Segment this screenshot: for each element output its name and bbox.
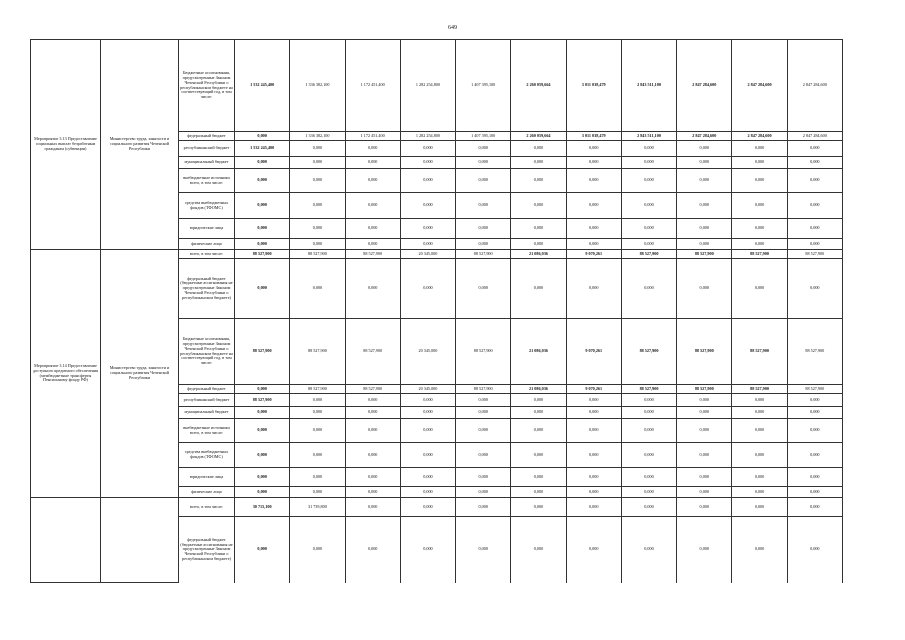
value-cell: 0,000	[235, 407, 290, 419]
value-cell: 0,000	[345, 419, 400, 443]
value-cell: 0,000	[345, 141, 400, 157]
value-cell: 0,000	[732, 169, 787, 193]
value-cell: 0,000	[400, 419, 455, 443]
table-row	[31, 498, 843, 517]
value-cell: 0,000	[400, 487, 455, 498]
funding-source-cell: Бюджетные ассигнования, предусмотренные Законом Чеченской Республики о республиканском бюджете на соответствующий год, в том числе:	[179, 319, 235, 385]
value-cell: 88 527,900	[621, 385, 676, 394]
value-cell: 21 086,036	[511, 250, 566, 259]
value-cell: 88 527,900	[621, 250, 676, 259]
table-row	[31, 250, 843, 259]
value-cell: 0,000	[511, 259, 566, 319]
value-cell: 0,000	[235, 487, 290, 498]
value-cell: 0,000	[621, 193, 676, 219]
value-cell: 88 527,900	[787, 385, 842, 394]
value-cell: 0,000	[290, 468, 345, 487]
value-cell: 0,000	[456, 141, 511, 157]
value-cell: 20 345,000	[400, 385, 455, 394]
value-cell: 0,000	[621, 141, 676, 157]
value-cell: 0,000	[732, 517, 787, 583]
funding-source-cell: внебюджетные источники всего, в том числе:	[179, 419, 235, 443]
funding-source-cell: Бюджетные ассигнования, предусмотренные Законом Чеченской Республики о республиканском бюджете на соответствующий год, в том числе:	[179, 40, 235, 132]
value-cell: 0,000	[345, 219, 400, 239]
value-cell: 0,000	[621, 498, 676, 517]
value-cell: 0,000	[456, 407, 511, 419]
value-cell: 0,000	[400, 259, 455, 319]
funding-source-cell: федеральный бюджет (бюджетные ассигнования не предусмотренные Законом Чеченской Республики о республиканском бюджете)	[179, 517, 235, 583]
value-cell: 0,000	[511, 487, 566, 498]
responsible-cell: Министерство труда, занятости и социального развития Чеченской Республики	[101, 250, 179, 498]
value-cell: 0,000	[677, 141, 732, 157]
value-cell: 0,000	[787, 219, 842, 239]
value-cell: 0,000	[787, 517, 842, 583]
value-cell: 0,000	[235, 385, 290, 394]
value-cell: 0,000	[732, 443, 787, 468]
value-cell: 0,000	[456, 219, 511, 239]
value-cell: 0,000	[400, 468, 455, 487]
value-cell: 1 407 395,100	[456, 40, 511, 132]
funding-source-cell: средства внебюджетных фондов (ТФОМС)	[179, 193, 235, 219]
value-cell: 31 739,800	[290, 498, 345, 517]
value-cell: 0,000	[621, 468, 676, 487]
event-name-cell: Мероприятие 3.14 Предоставление доступного кредитного обеспечения (межбюджетные трансферты Пенсионному фонду РФ)	[31, 250, 101, 498]
value-cell: 0,000	[345, 487, 400, 498]
value-cell: 0,000	[400, 407, 455, 419]
value-cell: 1 532 245,400	[235, 40, 290, 132]
value-cell: 2 847 284,600	[732, 40, 787, 132]
value-cell: 0,000	[621, 259, 676, 319]
value-cell: 0,000	[787, 141, 842, 157]
value-cell: 0,000	[621, 419, 676, 443]
value-cell: 0,000	[566, 141, 621, 157]
value-cell: 21 086,036	[511, 319, 566, 385]
value-cell: 88 527,900	[732, 250, 787, 259]
value-cell: 88 527,900	[235, 394, 290, 407]
value-cell: 0,000	[732, 219, 787, 239]
value-cell: 0,000	[566, 193, 621, 219]
value-cell: 2 260 059,664	[511, 40, 566, 132]
value-cell: 88 527,900	[235, 319, 290, 385]
value-cell: 0,000	[235, 419, 290, 443]
responsible-cell	[101, 498, 179, 583]
value-cell: 1 282 254,800	[400, 132, 455, 141]
value-cell: 2 260 059,664	[511, 132, 566, 141]
value-cell: 0,000	[732, 239, 787, 250]
value-cell: 88 527,900	[787, 319, 842, 385]
value-cell: 0,000	[787, 394, 842, 407]
value-cell: 88 527,900	[345, 319, 400, 385]
value-cell: 0,000	[400, 517, 455, 583]
value-cell: 88 527,900	[290, 319, 345, 385]
value-cell: 0,000	[400, 157, 455, 169]
value-cell: 2 847 284,600	[732, 132, 787, 141]
value-cell: 0,000	[345, 259, 400, 319]
event-name-cell	[31, 498, 101, 583]
value-cell: 0,000	[511, 468, 566, 487]
value-cell: 0,000	[511, 498, 566, 517]
value-cell: 0,000	[235, 443, 290, 468]
value-cell: 2 847 284,600	[677, 40, 732, 132]
value-cell: 0,000	[400, 169, 455, 193]
funding-source-cell: федеральный бюджет	[179, 385, 235, 394]
value-cell: 9 070,261	[566, 319, 621, 385]
value-cell: 0,000	[235, 157, 290, 169]
value-cell: 1 407 395,100	[456, 132, 511, 141]
value-cell: 88 527,900	[235, 250, 290, 259]
value-cell: 0,000	[400, 239, 455, 250]
value-cell: 88 527,900	[456, 250, 511, 259]
funding-source-cell: республиканский бюджет	[179, 141, 235, 157]
page-number: 649	[448, 25, 457, 31]
value-cell: 2 847 284,600	[787, 40, 842, 132]
value-cell: 20 345,000	[400, 250, 455, 259]
value-cell: 0,000	[787, 259, 842, 319]
value-cell: 88 527,900	[456, 385, 511, 394]
value-cell: 0,000	[400, 498, 455, 517]
value-cell: 0,000	[235, 193, 290, 219]
value-cell: 0,000	[677, 517, 732, 583]
value-cell: 88 527,900	[290, 385, 345, 394]
value-cell: 1 532 245,400	[235, 141, 290, 157]
value-cell: 0,000	[290, 141, 345, 157]
funding-source-cell: юридические лица	[179, 219, 235, 239]
value-cell: 0,000	[290, 517, 345, 583]
value-cell: 0,000	[566, 468, 621, 487]
value-cell: 88 527,900	[677, 250, 732, 259]
value-cell: 0,000	[235, 517, 290, 583]
responsible-cell: Министерство труда, занятости и социального развития Чеченской Республики	[101, 40, 179, 250]
value-cell: 88 527,900	[677, 385, 732, 394]
value-cell: 88 527,900	[456, 319, 511, 385]
value-cell: 0,000	[345, 407, 400, 419]
value-cell: 0,000	[677, 157, 732, 169]
value-cell: 0,000	[456, 169, 511, 193]
value-cell: 0,000	[345, 468, 400, 487]
value-cell: 0,000	[456, 468, 511, 487]
funding-source-cell: средства внебюджетных фондов (ТФОМС)	[179, 443, 235, 468]
value-cell: 0,000	[566, 219, 621, 239]
value-cell: 0,000	[677, 219, 732, 239]
value-cell: 0,000	[732, 498, 787, 517]
value-cell: 0,000	[235, 219, 290, 239]
value-cell: 0,000	[290, 219, 345, 239]
value-cell: 0,000	[677, 498, 732, 517]
value-cell: 88 527,900	[732, 319, 787, 385]
value-cell: 0,000	[400, 193, 455, 219]
value-cell: 0,000	[566, 419, 621, 443]
value-cell: 1 282 254,800	[400, 40, 455, 132]
value-cell: 0,000	[290, 407, 345, 419]
value-cell: 0,000	[456, 443, 511, 468]
funding-source-cell: юридические лица	[179, 468, 235, 487]
value-cell: 0,000	[732, 419, 787, 443]
value-cell: 0,000	[732, 141, 787, 157]
value-cell: 88 527,900	[732, 385, 787, 394]
value-cell: 0,000	[621, 157, 676, 169]
value-cell: 9 070,261	[566, 250, 621, 259]
value-cell: 0,000	[787, 407, 842, 419]
value-cell: 0,000	[621, 169, 676, 193]
value-cell: 0,000	[511, 407, 566, 419]
value-cell: 0,000	[566, 157, 621, 169]
value-cell: 1 336 382,100	[290, 132, 345, 141]
value-cell: 0,000	[345, 498, 400, 517]
value-cell: 0,000	[566, 407, 621, 419]
value-cell: 0,000	[621, 517, 676, 583]
value-cell: 88 527,900	[345, 250, 400, 259]
value-cell: 0,000	[621, 219, 676, 239]
event-name-cell: Мероприятие 3.13 Предоставление социальных выплат безработным гражданам (субвенции)	[31, 40, 101, 250]
value-cell: 0,000	[787, 157, 842, 169]
value-cell: 0,000	[345, 239, 400, 250]
value-cell: 21 086,036	[511, 385, 566, 394]
funding-source-cell: муниципальный бюджет	[179, 407, 235, 419]
value-cell: 0,000	[511, 193, 566, 219]
value-cell: 0,000	[511, 443, 566, 468]
value-cell: 0,000	[345, 443, 400, 468]
value-cell: 0,000	[511, 517, 566, 583]
value-cell: 0,000	[677, 259, 732, 319]
value-cell: 0,000	[787, 443, 842, 468]
value-cell: 88 527,900	[621, 319, 676, 385]
value-cell: 0,000	[511, 157, 566, 169]
value-cell: 0,000	[677, 468, 732, 487]
value-cell: 9 070,261	[566, 385, 621, 394]
value-cell: 0,000	[677, 193, 732, 219]
value-cell: 0,000	[732, 193, 787, 219]
value-cell: 0,000	[677, 239, 732, 250]
value-cell: 0,000	[456, 193, 511, 219]
value-cell: 0,000	[677, 443, 732, 468]
value-cell: 0,000	[456, 157, 511, 169]
value-cell: 0,000	[787, 487, 842, 498]
value-cell: 0,000	[677, 407, 732, 419]
funding-source-cell: республиканский бюджет	[179, 394, 235, 407]
value-cell: 0,000	[511, 394, 566, 407]
funding-source-cell: физические лица	[179, 487, 235, 498]
value-cell: 0,000	[511, 169, 566, 193]
value-cell: 1 336 382,100	[290, 40, 345, 132]
value-cell: 1 172 451,400	[345, 132, 400, 141]
value-cell: 0,000	[235, 132, 290, 141]
value-cell: 0,000	[787, 468, 842, 487]
value-cell: 0,000	[787, 193, 842, 219]
value-cell: 0,000	[566, 259, 621, 319]
value-cell: 0,000	[621, 443, 676, 468]
value-cell: 20 345,000	[400, 319, 455, 385]
value-cell: 88 527,900	[677, 319, 732, 385]
value-cell: 0,000	[290, 169, 345, 193]
table-row	[31, 40, 843, 132]
value-cell: 0,000	[621, 487, 676, 498]
value-cell: 0,000	[290, 394, 345, 407]
value-cell: 0,000	[235, 468, 290, 487]
value-cell: 0,000	[677, 419, 732, 443]
value-cell: 0,000	[290, 419, 345, 443]
value-cell: 0,000	[511, 141, 566, 157]
value-cell: 0,000	[345, 169, 400, 193]
value-cell: 0,000	[345, 193, 400, 219]
value-cell: 0,000	[345, 157, 400, 169]
value-cell: 1 172 451,400	[345, 40, 400, 132]
value-cell: 0,000	[290, 259, 345, 319]
value-cell: 88 527,900	[787, 250, 842, 259]
value-cell: 0,000	[566, 443, 621, 468]
value-cell: 0,000	[787, 239, 842, 250]
value-cell: 0,000	[732, 468, 787, 487]
value-cell: 0,000	[456, 259, 511, 319]
value-cell: 0,000	[511, 239, 566, 250]
funding-source-cell: внебюджетные источники всего, в том числе:	[179, 169, 235, 193]
value-cell: 0,000	[456, 487, 511, 498]
value-cell: 30 715,100	[235, 498, 290, 517]
value-cell: 0,000	[566, 394, 621, 407]
value-cell: 0,000	[235, 259, 290, 319]
value-cell: 0,000	[677, 487, 732, 498]
value-cell: 0,000	[566, 517, 621, 583]
value-cell: 0,000	[345, 394, 400, 407]
value-cell: 0,000	[732, 157, 787, 169]
value-cell: 0,000	[732, 259, 787, 319]
value-cell: 0,000	[511, 419, 566, 443]
funding-source-cell: федеральный бюджет (бюджетные ассигнования не предусмотренные Законом Чеченской Республики о республиканском бюджете)	[179, 259, 235, 319]
value-cell: 0,000	[400, 443, 455, 468]
value-cell: 0,000	[677, 169, 732, 193]
value-cell: 0,000	[456, 517, 511, 583]
value-cell: 0,000	[345, 517, 400, 583]
value-cell: 0,000	[456, 419, 511, 443]
value-cell: 0,000	[732, 394, 787, 407]
value-cell: 0,000	[677, 394, 732, 407]
value-cell: 0,000	[732, 407, 787, 419]
value-cell: 0,000	[566, 169, 621, 193]
value-cell: 2 847 284,600	[787, 132, 842, 141]
value-cell: 0,000	[456, 394, 511, 407]
value-cell: 2 843 511,100	[621, 132, 676, 141]
funding-source-cell: всего, в том числе:	[179, 498, 235, 517]
value-cell: 0,000	[400, 141, 455, 157]
value-cell: 0,000	[456, 498, 511, 517]
value-cell: 0,000	[235, 239, 290, 250]
value-cell: 0,000	[566, 239, 621, 250]
value-cell: 0,000	[290, 239, 345, 250]
value-cell: 0,000	[566, 498, 621, 517]
value-cell: 0,000	[787, 419, 842, 443]
value-cell: 0,000	[290, 193, 345, 219]
value-cell: 0,000	[787, 169, 842, 193]
value-cell: 2 847 284,600	[677, 132, 732, 141]
value-cell: 3 011 038,479	[566, 132, 621, 141]
funding-source-cell: физические лица	[179, 239, 235, 250]
value-cell: 0,000	[456, 239, 511, 250]
value-cell: 3 011 038,479	[566, 40, 621, 132]
value-cell: 0,000	[732, 487, 787, 498]
value-cell: 0,000	[290, 157, 345, 169]
value-cell: 0,000	[400, 219, 455, 239]
value-cell: 2 843 511,100	[621, 40, 676, 132]
value-cell: 0,000	[511, 219, 566, 239]
funding-source-cell: федеральный бюджет	[179, 132, 235, 141]
value-cell: 0,000	[400, 394, 455, 407]
funding-source-cell: всего, в том числе:	[179, 250, 235, 259]
value-cell: 88 527,900	[290, 250, 345, 259]
value-cell: 0,000	[621, 407, 676, 419]
value-cell: 0,000	[621, 394, 676, 407]
value-cell: 0,000	[290, 443, 345, 468]
value-cell: 0,000	[621, 239, 676, 250]
value-cell: 0,000	[566, 487, 621, 498]
funding-source-cell: муниципальный бюджет	[179, 157, 235, 169]
budget-table	[30, 39, 843, 583]
value-cell: 0,000	[787, 498, 842, 517]
value-cell: 88 527,900	[345, 385, 400, 394]
value-cell: 0,000	[290, 487, 345, 498]
value-cell: 0,000	[235, 169, 290, 193]
